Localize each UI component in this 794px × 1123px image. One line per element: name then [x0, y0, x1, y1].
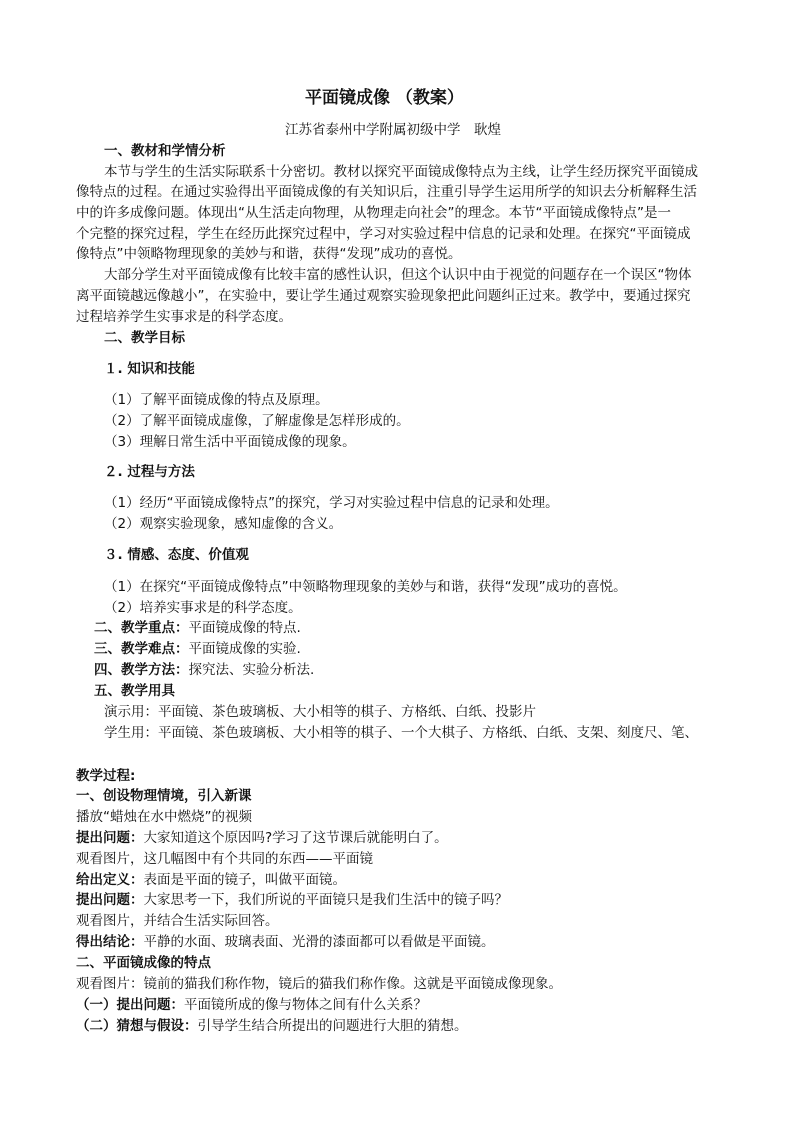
question-label: 提出问题：: [76, 830, 144, 846]
paragraph-line: 观看图片，这几幅图中有个共同的东西——平面镜: [76, 851, 373, 867]
key-point-line: [94, 618, 301, 638]
paragraph-line: 过程培养学生实事求是的科学态度。: [76, 309, 292, 325]
list-item: （1）经历“平面镜成像特点”的探究，学习对实验过程中信息的记录和处理。: [104, 495, 559, 511]
paragraph-line: 播放“蜡烛在水中燃烧”的视频: [76, 809, 252, 825]
paragraph-line: 观看图片：镜前的猫我们称作物，镜后的猫我们称作像。这就是平面镜成像现象。: [76, 976, 562, 992]
section-heading: 一、创设物理情境，引入新课: [76, 788, 252, 804]
list-item: （1）了解平面镜成像的特点及原理。: [104, 392, 329, 408]
step-line: [76, 995, 427, 1015]
step-line: [76, 1016, 468, 1036]
step-label: （二）猜想与假设：: [76, 1018, 198, 1034]
demo-tools-line: 演示用：平面镜、茶色玻璃板、大小相等的棋子、方格纸、白纸、投影片: [104, 704, 536, 720]
subsection-heading: ２. 过程与方法: [104, 464, 195, 480]
document-title: 平面镜成像 （教案）: [305, 88, 464, 108]
paragraph-line: 中的许多成像问题。体现出“从生活走向物理，从物理走向社会”的理念。本节“平面镜成像特点”是一: [76, 205, 671, 221]
definition-text: 表面是平面的镜子，叫做平面镜。: [143, 872, 346, 888]
section-heading: 一、教材和学情分析: [104, 143, 226, 159]
difficulty-text: 平面镜成像的实验.: [188, 641, 301, 657]
section-heading: 教学过程:: [76, 768, 136, 784]
list-item: （2）观察实验现象，感知虚像的含义。: [104, 516, 343, 532]
student-tools-line: 学生用：平面镜、茶色玻璃板、大小相等的棋子、一个大棋子、方格纸、白纸、支架、刻度尺、笔、: [104, 725, 698, 741]
question-text: 大家知道这个原因吗?学习了这节课后就能明白了。: [143, 830, 448, 846]
list-item: （2）培养实事求是的科学态度。: [104, 600, 302, 616]
section-heading: 五、教学用具: [94, 683, 175, 699]
method-line: [94, 660, 314, 680]
paragraph-line: 观看图片，并结合生活实际回答。: [76, 913, 279, 929]
definition-label: 给出定义：: [76, 872, 144, 888]
question-line: [76, 828, 448, 848]
method-text: 探究法、实验分析法.: [188, 662, 315, 678]
conclusion-text: 平静的水面、玻璃表面、光滑的漆面都可以看做是平面镜。: [143, 934, 495, 950]
question-line: [76, 890, 508, 910]
key-point-text: 平面镜成像的特点.: [188, 620, 301, 636]
difficulty-label: 三、教学难点：: [94, 641, 189, 657]
list-item: （3）理解日常生活中平面镜成像的现象。: [104, 434, 356, 450]
subsection-heading: １. 知识和技能: [104, 361, 195, 377]
step-text: 引导学生结合所提出的问题进行大胆的猜想。: [197, 1018, 468, 1034]
question-text: 大家思考一下，我们所说的平面镜只是我们生活中的镜子吗？: [143, 892, 508, 908]
list-item: （1）在探究“平面镜成像特点”中领略物理现象的美妙与和谐，获得“发现”成功的喜悦。: [104, 579, 627, 595]
question-label: 提出问题：: [76, 892, 144, 908]
paragraph-line: 个完整的探究过程，学生在经历此探究过程中，学习对实验过程中信息的记录和处理。在探究“平面镜成: [76, 226, 691, 242]
paragraph-line: 像特点”中领略物理现象的美妙与和谐，获得“发现”成功的喜悦。: [76, 246, 462, 262]
subsection-heading: ３. 情感、态度、价值观: [104, 547, 249, 563]
step-label: （一）提出问题：: [76, 997, 184, 1013]
conclusion-label: 得出结论：: [76, 934, 144, 950]
definition-line: [76, 870, 346, 890]
paragraph-line: 离平面镜越远像越小”，在实验中，要让学生通过观察实验现象把此问题纠正过来。教学中，要通过探究: [76, 288, 691, 304]
paragraph-line: 大部分学生对平面镜成像有比较丰富的感性认识，但这个认识中由于视觉的问题存在一个误区“物体: [104, 267, 692, 283]
step-text: 平面镜所成的像与物体之间有什么关系？: [184, 997, 427, 1013]
section-heading: 二、平面镜成像的特点: [76, 955, 211, 971]
difficulty-line: [94, 639, 301, 659]
key-point-label: 二、教学重点：: [94, 620, 189, 636]
paragraph-line: 像特点的过程。在通过实验得出平面镜成像的有关知识后，注重引导学生运用所学的知识去分析解释生活: [76, 184, 697, 200]
author-line: 江苏省泰州中学附属初级中学 耿煌: [285, 122, 501, 138]
method-label: 四、教学方法：: [94, 662, 189, 678]
section-heading: 二、教学目标: [104, 330, 185, 346]
conclusion-line: [76, 932, 495, 952]
paragraph-line: 本节与学生的生活实际联系十分密切。教材以探究平面镜成像特点为主线，让学生经历探究平面镜成: [104, 164, 698, 180]
list-item: （2）了解平面镜成虚像，了解虚像是怎样形成的。: [104, 413, 410, 429]
